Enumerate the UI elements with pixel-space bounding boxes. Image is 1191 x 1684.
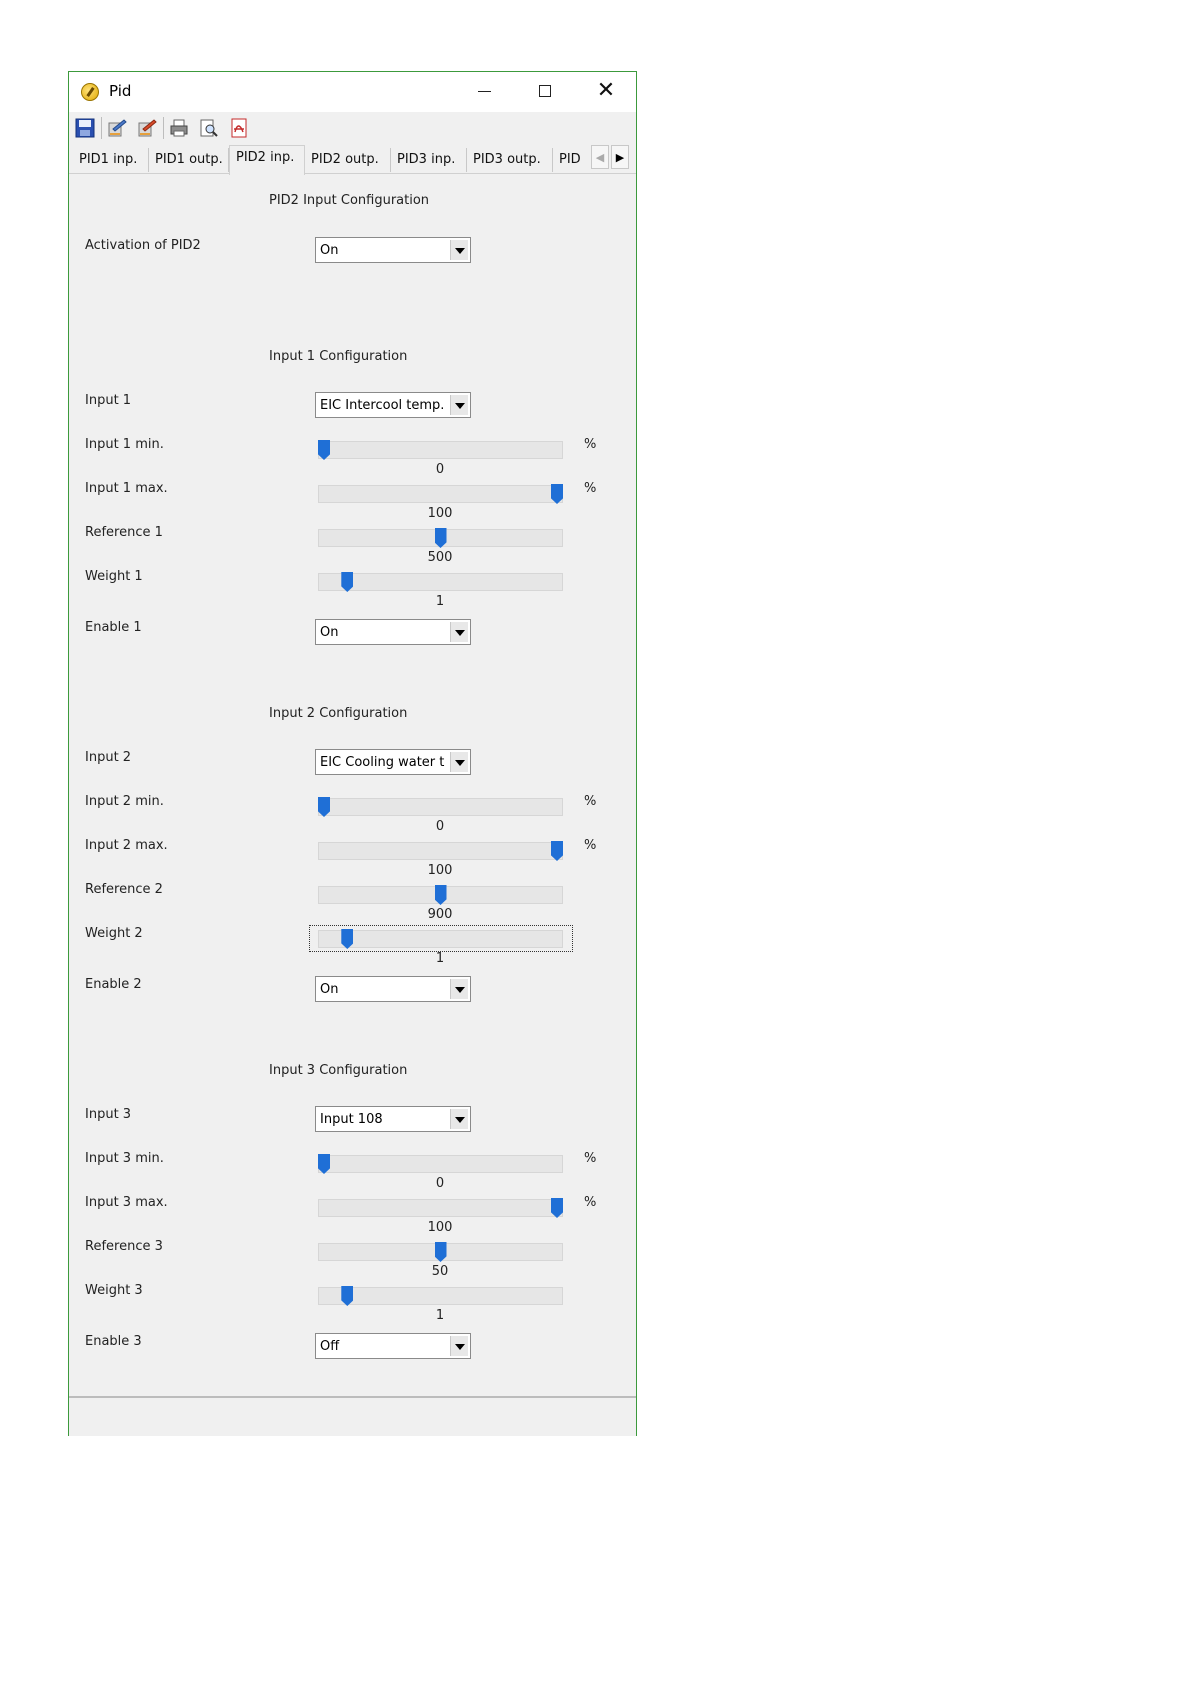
- reference-2-slider[interactable]: [318, 885, 563, 922]
- slider-track[interactable]: [318, 930, 563, 948]
- tab-strip: [69, 144, 636, 174]
- tab-pid1-outp[interactable]: PID1 outp.: [149, 148, 229, 172]
- slider-track[interactable]: [318, 1199, 563, 1217]
- close-icon: ✕: [596, 78, 616, 103]
- input-3-max-slider[interactable]: [318, 1198, 563, 1235]
- input-2-min-label: Input 2 min.: [85, 794, 164, 809]
- toolbar: [69, 112, 636, 144]
- weight-2-slider[interactable]: [318, 929, 563, 966]
- activation-value: On: [320, 243, 339, 258]
- slider-track[interactable]: [318, 573, 563, 591]
- maximize-button[interactable]: [522, 72, 568, 110]
- weight-1-value: 1: [435, 594, 445, 609]
- weight-2-value: 1: [435, 951, 445, 966]
- write-icon[interactable]: [137, 118, 157, 138]
- reference-2-value: 900: [427, 907, 453, 922]
- chevron-down-icon[interactable]: [450, 240, 468, 260]
- input-2-label: Input 2: [85, 750, 132, 765]
- slider-track[interactable]: [318, 485, 563, 503]
- weight-3-label: Weight 3: [85, 1283, 143, 1298]
- tab-pid2-outp[interactable]: PID2 outp.: [305, 148, 391, 172]
- weight-3-value: 1: [435, 1308, 445, 1323]
- enable-2-label: Enable 2: [85, 977, 142, 992]
- input-1-select[interactable]: [315, 392, 471, 418]
- input-2-min-value: 0: [435, 819, 445, 834]
- load-icon[interactable]: [107, 118, 127, 138]
- input-3-max-label: Input 3 max.: [85, 1195, 168, 1210]
- tab-pid2-inp[interactable]: PID2 inp.: [229, 145, 305, 175]
- section-title-input-1: Input 1 Configuration: [269, 349, 408, 364]
- percent-unit: %: [584, 1151, 597, 1166]
- percent-unit: %: [584, 794, 597, 809]
- input-3-select[interactable]: [315, 1106, 471, 1132]
- reference-3-label: Reference 3: [85, 1239, 163, 1254]
- chevron-down-icon[interactable]: [450, 395, 468, 415]
- weight-1-slider[interactable]: [318, 572, 563, 609]
- weight-2-label: Weight 2: [85, 926, 143, 941]
- close-button[interactable]: [583, 72, 629, 110]
- reference-2-label: Reference 2: [85, 882, 163, 897]
- chevron-down-icon[interactable]: [450, 1109, 468, 1129]
- section-title-input-3: Input 3 Configuration: [269, 1063, 408, 1078]
- tab-pid3-outp[interactable]: PID3 outp.: [467, 148, 553, 172]
- input-1-value: EIC Intercool temp.: [320, 398, 445, 413]
- enable-2-value: On: [320, 982, 339, 997]
- activation-select[interactable]: [315, 237, 471, 263]
- print-icon[interactable]: [169, 118, 189, 138]
- chevron-down-icon[interactable]: [450, 979, 468, 999]
- input-3-label: Input 3: [85, 1107, 132, 1122]
- percent-unit: %: [584, 437, 597, 452]
- input-3-min-slider[interactable]: [318, 1154, 563, 1191]
- input-2-select[interactable]: [315, 749, 471, 775]
- input-3-min-label: Input 3 min.: [85, 1151, 164, 1166]
- toolbar-separator: [101, 117, 102, 139]
- enable-2-select[interactable]: [315, 976, 471, 1002]
- chevron-down-icon[interactable]: [450, 752, 468, 772]
- chevron-right-icon: ▶: [615, 150, 625, 164]
- toolbar-separator: [163, 117, 164, 139]
- tab-pid-more[interactable]: PID: [559, 152, 581, 167]
- tab-pid1-inp[interactable]: PID1 inp.: [73, 148, 149, 172]
- input-2-value: EIC Cooling water t: [320, 755, 445, 770]
- pid-window: [68, 71, 637, 1436]
- slider-track[interactable]: [318, 1287, 563, 1305]
- title-bar[interactable]: [69, 72, 636, 112]
- enable-1-select[interactable]: [315, 619, 471, 645]
- enable-3-value: Off: [320, 1339, 340, 1354]
- percent-unit: %: [584, 838, 597, 853]
- app-gauge-icon: [81, 83, 99, 101]
- input-1-max-slider[interactable]: [318, 484, 563, 521]
- enable-1-label: Enable 1: [85, 620, 142, 635]
- enable-1-value: On: [320, 625, 339, 640]
- slider-track[interactable]: [318, 842, 563, 860]
- input-1-min-value: 0: [435, 462, 445, 477]
- enable-3-label: Enable 3: [85, 1334, 142, 1349]
- section-title-input-2: Input 2 Configuration: [269, 706, 408, 721]
- percent-unit: %: [584, 481, 597, 496]
- input-3-min-value: 0: [435, 1176, 445, 1191]
- reference-3-value: 50: [431, 1264, 449, 1279]
- input-2-max-label: Input 2 max.: [85, 838, 168, 853]
- slider-track[interactable]: [318, 441, 563, 459]
- input-1-max-label: Input 1 max.: [85, 481, 168, 496]
- tab-scroll-right-button[interactable]: [611, 145, 629, 169]
- chevron-left-icon: ◀: [595, 150, 605, 164]
- input-2-max-slider[interactable]: [318, 841, 563, 878]
- input-3-value: Input 108: [320, 1112, 383, 1127]
- slider-track[interactable]: [318, 1155, 563, 1173]
- enable-3-select[interactable]: [315, 1333, 471, 1359]
- percent-unit: %: [584, 1195, 597, 1210]
- tab-pid3-inp[interactable]: PID3 inp.: [391, 148, 467, 172]
- input-1-label: Input 1: [85, 393, 132, 408]
- page-heading: PID2 Input Configuration: [269, 193, 430, 208]
- slider-track[interactable]: [318, 798, 563, 816]
- chevron-down-icon[interactable]: [450, 1336, 468, 1356]
- input-3-max-value: 100: [427, 1220, 453, 1235]
- print-preview-icon[interactable]: [199, 118, 219, 138]
- reference-1-label: Reference 1: [85, 525, 163, 540]
- input-1-max-value: 100: [427, 506, 453, 521]
- activation-label: Activation of PID2: [85, 238, 201, 253]
- window-title: Pid: [109, 82, 132, 100]
- chevron-down-icon[interactable]: [450, 622, 468, 642]
- input-2-min-slider[interactable]: [318, 797, 563, 834]
- status-bar: [69, 1396, 636, 1436]
- minimize-icon: [478, 91, 491, 92]
- tab-scroll-left-button[interactable]: [591, 145, 609, 169]
- reference-1-slider[interactable]: [318, 528, 563, 565]
- minimize-button[interactable]: [461, 72, 507, 110]
- input-1-min-label: Input 1 min.: [85, 437, 164, 452]
- maximize-icon: [539, 85, 551, 97]
- export-pdf-icon[interactable]: [229, 118, 249, 138]
- save-icon[interactable]: [75, 118, 95, 138]
- reference-3-slider[interactable]: [318, 1242, 563, 1279]
- input-1-min-slider[interactable]: [318, 440, 563, 477]
- reference-1-value: 500: [427, 550, 453, 565]
- input-2-max-value: 100: [427, 863, 453, 878]
- weight-3-slider[interactable]: [318, 1286, 563, 1323]
- weight-1-label: Weight 1: [85, 569, 143, 584]
